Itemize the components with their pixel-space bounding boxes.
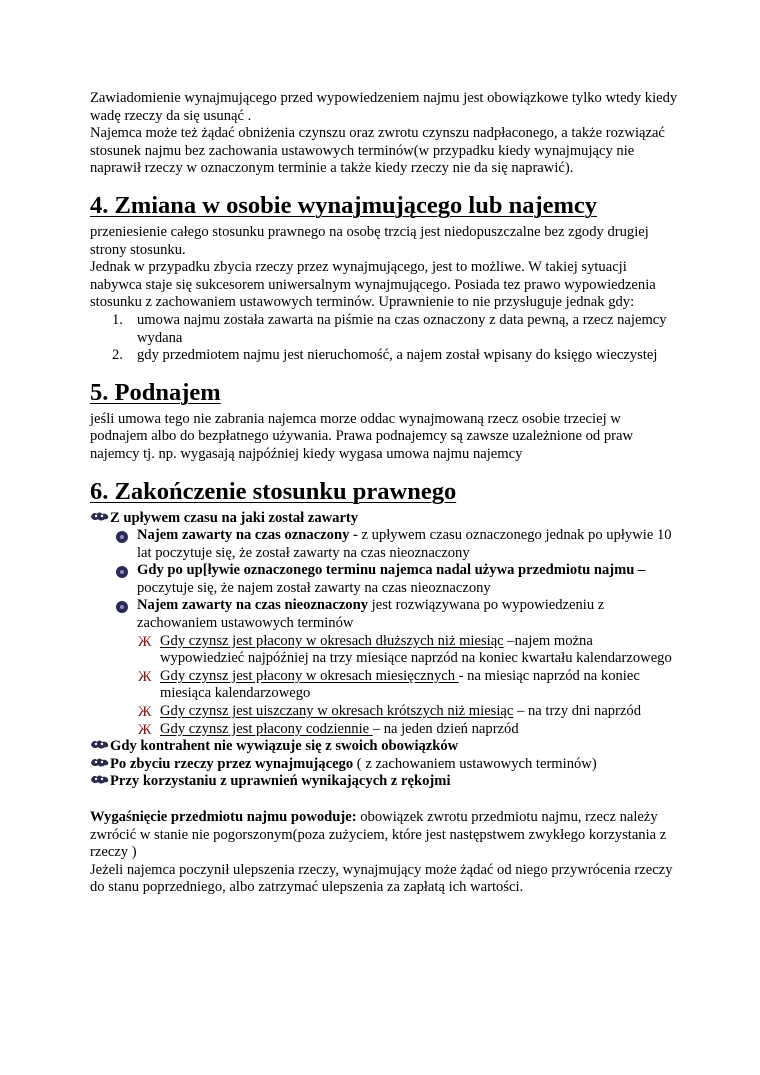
level2-item (90, 562, 680, 597)
level1-item (90, 773, 680, 791)
level3-text: –najem można wypowiedzieć najpóźniej na trzy miesiące naprzód na koniec kwartału kalendarzowego (160, 632, 672, 667)
closing-paragraph-2: Jeżeli najemca poczynił ulepszenia rzeczy, wynajmujący może żądać od niego przywrócenia rzeczy do stanu poprzedniego, albo zatrzymać ulepszenia za zapłatą ich wartości. (90, 861, 673, 896)
list-item-text: umowa najmu została zawarta na piśmie na czas oznaczony z data pewną, a rzecz najemcy wydana (137, 311, 667, 346)
level2-text: poczytuje się, że najem został zawarty na czas nieoznaczony (137, 579, 491, 596)
world-map-icon (90, 739, 110, 750)
level1-note: ( z zachowaniem ustawowych terminów) (353, 755, 597, 772)
list-item-number: 1. (112, 311, 123, 328)
butterfly-icon: Ж (138, 633, 152, 650)
world-map-icon (90, 511, 110, 522)
section-6-heading: 6. Zakończenie stosunku prawnego (90, 477, 457, 505)
butterfly-icon: Ж (138, 668, 152, 685)
level1-item (90, 510, 680, 528)
level1-text: Gdy kontrahent nie wywiązuje się z swoich obowiązków (110, 738, 459, 755)
level3-underlined-text: Gdy czynsz jest płacony w okresach dłuższych niż miesiąc (160, 632, 504, 649)
world-map-icon (90, 757, 110, 768)
level3-item (90, 633, 680, 668)
level1-text: Z upływem czasu na jaki został zawarty (110, 509, 359, 526)
gear-bullet-icon (116, 601, 128, 613)
butterfly-icon: Ж (138, 721, 152, 738)
level2-text: jest rozwiązywana po wypowiedzeniu z zachowaniem ustawowych terminów (137, 597, 605, 632)
level3-item (90, 703, 680, 721)
level2-text: z upływem czasu oznaczonego jednak po upływie 10 lat poczytuje się, że został zawarty na czas nieoznaczony (137, 527, 672, 561)
level3-underlined-text: Gdy czynsz jest płacony w okresach miesięcznych (160, 667, 459, 684)
gear-bullet-icon (116, 531, 128, 543)
section-4-paragraph-2: Jednak w przypadku zbycia rzeczy przez wynajmującego, jest to możliwe. W takiej sytuacji nabywca staje się sukcesorem uniwersalnym wynajmującego. Posiada tez prawo wypowiedzenia stosunku z zachowaniem ustawowych terminów. Uprawnienie to nie przysługuje jednak gdy: (90, 259, 656, 311)
closing-bold: Wygaśnięcie przedmiotu najmu powoduje: (90, 809, 357, 825)
butterfly-icon: Ж (138, 704, 152, 721)
level1-text: Przy korzystaniu z uprawnień wynikających z rękojmi (110, 773, 451, 790)
section-4-heading: 4. Zmiana w osobie wynajmującego lub najemcy (90, 191, 598, 219)
gear-bullet-icon (116, 566, 128, 578)
section-4-paragraph-1: przeniesienie całego stosunku prawnego na osobę trzcią jest niedopuszczalne bez zgody drugiej strony stosunku. (90, 223, 649, 258)
level3-text: – na trzy dni naprzód (513, 703, 642, 720)
section-5-paragraph: jeśli umowa tego nie zabrania najemca morze oddac wynajmowaną rzecz osobie trzeciej w podnajem albo do bezpłatnego używania. Prawa podnajemcy są zawsze uzależnione od praw najemcy tj. np. wygasają najpóźniej kiedy wygasa umowa najmu najemcy (90, 410, 633, 462)
level3-text: – na jeden dzień naprzód (372, 720, 519, 737)
intro-paragraph-2: Najemca może też żądać obniżenia czynszu oraz zwrotu czynszu nadpłaconego, a także rozwiązać stosunek najmu bez zachowania ustawowych terminów(w przypadku kiedy wynajmujący nie naprawił rzeczy w oznaczonym terminie a także kiedy rzeczy nie da się naprawić). (90, 125, 665, 177)
level3-item (90, 668, 680, 703)
list-item (90, 347, 680, 365)
intro-paragraph-1: Zawiadomienie wynajmującego przed wypowiedzeniem najmu jest obowiązkowe tylko wtedy kiedy wadę rzeczy da się usunąć . (90, 90, 678, 124)
level2-item (90, 527, 680, 562)
world-map-icon (90, 774, 110, 785)
level2-bold-text: Gdy po up[ływie oznaczonego terminu najemca nadal używa przedmiotu najmu – (137, 562, 646, 579)
list-item-text: gdy przedmiotem najmu jest nieruchomość, a najem został wpisany do księgo wieczystej (137, 347, 658, 364)
spacer (90, 791, 680, 809)
level3-item (90, 721, 680, 739)
level1-text: Po zbyciu rzeczy przez wynajmującego (110, 755, 354, 772)
level2-item (90, 597, 680, 632)
section-4-numbered-list (90, 312, 680, 365)
level3-underlined-text: Gdy czynsz jest płacony codziennie (160, 720, 373, 737)
list-item (90, 312, 680, 347)
closing-paragraph-1 (90, 809, 680, 862)
list-item-number: 2. (112, 347, 123, 364)
level3-underlined-text: Gdy czynsz jest uiszczany w okresach krótszych niż miesiąc (160, 703, 514, 720)
level2-bold-text: Najem zawarty na czas oznaczony - (137, 527, 358, 544)
level1-item (90, 738, 680, 756)
level2-bold-text: Najem zawarty na czas nieoznaczony (137, 597, 369, 614)
section-5-heading: 5. Podnajem (90, 378, 221, 406)
level1-item (90, 756, 680, 774)
document-body (90, 90, 680, 897)
level3-text: - na miesiąc naprzód na koniec miesiąca kalendarzowego (160, 667, 640, 702)
closing-text: obowiązek zwrotu przedmiotu najmu, rzecz należy zwrócić w stanie nie pogorszonym(poza zużyciem, które jest następstwem zwykłego korzystania z rzeczy ) (90, 809, 667, 861)
